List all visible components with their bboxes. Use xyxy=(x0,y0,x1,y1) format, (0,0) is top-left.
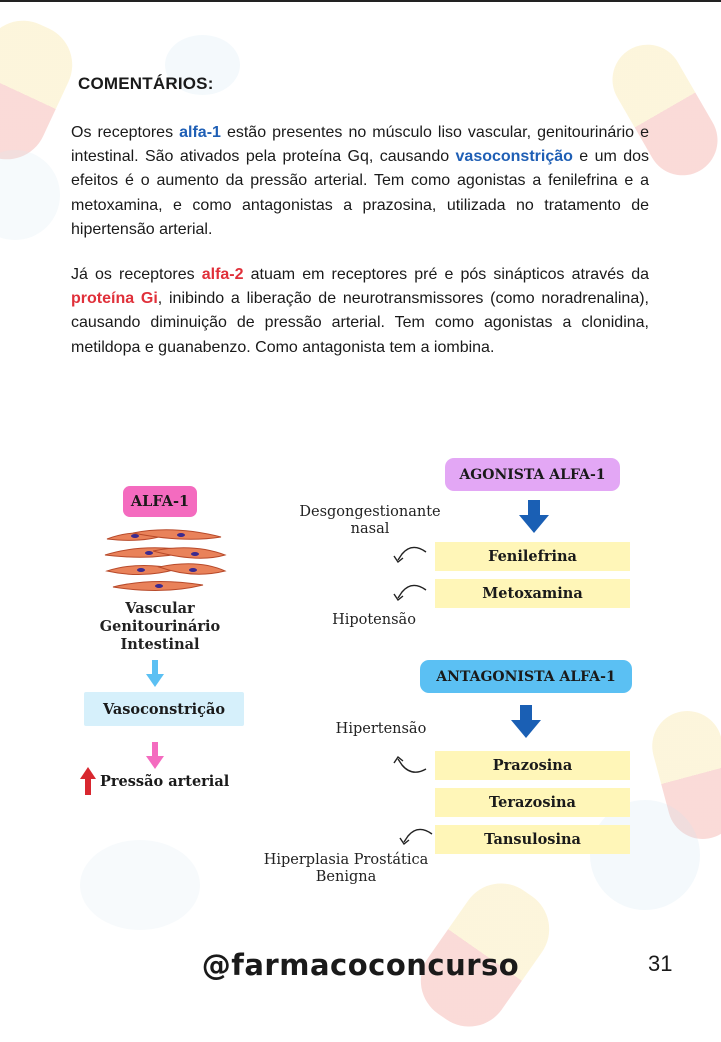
p1-highlight-vasoconstricao: vasoconstrição xyxy=(455,148,573,166)
footer-handle: @farmacoconcurso xyxy=(201,948,520,982)
arrow-down-antagonist-icon xyxy=(511,705,541,739)
curved-arrow-icon-3 xyxy=(392,753,428,775)
effect-descongestionante-line1: Desgongestionante xyxy=(299,504,441,520)
page-heading: COMENTÁRIOS: xyxy=(78,74,214,93)
vasoconstriction-box: Vasoconstrição xyxy=(84,692,244,726)
effect-hpb-line2: Benigna xyxy=(315,869,377,885)
p1-text-3: e um dos efeitos é o aumento da pressão arterial. Tem como agonistas a fenilefrina e a metoxamina, e como antagonistas a prazosina, utilizada no tratamento de hipertensão arterial. xyxy=(71,148,649,238)
page-number: 31 xyxy=(648,951,673,976)
top-border xyxy=(0,0,721,2)
pressure-label: Pressão arterial xyxy=(100,773,230,790)
effect-descongestionante-line2: nasal xyxy=(350,521,390,537)
arrow-down-agonist-icon xyxy=(519,500,549,534)
curved-arrow-icon-4 xyxy=(398,826,434,848)
p1-text-1: Os receptores xyxy=(71,124,180,141)
location-genitourinario: Genitourinário xyxy=(99,618,221,635)
effect-hipotensao: Hipotensão xyxy=(332,612,416,628)
effect-hpb xyxy=(248,852,444,886)
antagonist-tansulosina: Tansulosina xyxy=(435,825,630,854)
antagonist-title: ANTAGONISTA ALFA-1 xyxy=(420,660,632,693)
location-vascular: Vascular xyxy=(125,600,195,617)
smooth-muscle-icon xyxy=(103,525,227,597)
p2-text-3: , inibindo a liberação de neurotransmissores (como noradrenalina), causando diminuição de pressão arterial. Tem como agonistas a clonidina, metildopa e guanabenzo. Como antagonista tem a iombina. xyxy=(71,290,649,356)
decor-tablet-bottom-left xyxy=(80,840,200,930)
effect-hipertensao: Hipertensão xyxy=(335,721,427,737)
arrow-up-red-icon xyxy=(80,767,96,795)
curved-arrow-icon-1 xyxy=(392,544,428,566)
paragraph-alfa2 xyxy=(71,263,649,360)
p2-highlight-proteina-gi: proteína Gi xyxy=(71,290,158,308)
agonist-fenilefrina: Fenilefrina xyxy=(435,542,630,571)
p2-highlight-alfa2: alfa-2 xyxy=(201,266,244,283)
effect-hpb-line1: Hiperplasia Prostática xyxy=(263,852,429,868)
agonist-metoxamina: Metoxamina xyxy=(435,579,630,608)
arrow-down-blue-icon xyxy=(146,660,164,688)
decor-pill-bottom-right xyxy=(644,703,721,847)
p2-text-1: Já os receptores xyxy=(71,266,202,283)
paragraph-alfa1 xyxy=(71,121,649,242)
decor-tablet-left xyxy=(0,150,60,240)
arrow-down-pink-icon xyxy=(146,742,164,770)
p1-text-2: estão presentes no músculo liso vascular, genitourinário e intestinal. São ativados pela proteína Gq, causando xyxy=(71,124,650,166)
antagonist-prazosina: Prazosina xyxy=(435,751,630,780)
curved-arrow-icon-2 xyxy=(392,582,428,604)
alfa1-label: ALFA-1 xyxy=(123,486,197,517)
p1-highlight-alfa1: alfa-1 xyxy=(179,124,221,141)
effect-descongestionante xyxy=(290,504,450,538)
antagonist-terazosina: Terazosina xyxy=(435,788,630,817)
location-intestinal: Intestinal xyxy=(120,636,200,653)
location-list xyxy=(85,600,235,654)
p2-text-2: atuam em receptores pré e pós sinápticos através da xyxy=(243,266,649,283)
agonist-title: AGONISTA ALFA-1 xyxy=(445,458,620,491)
